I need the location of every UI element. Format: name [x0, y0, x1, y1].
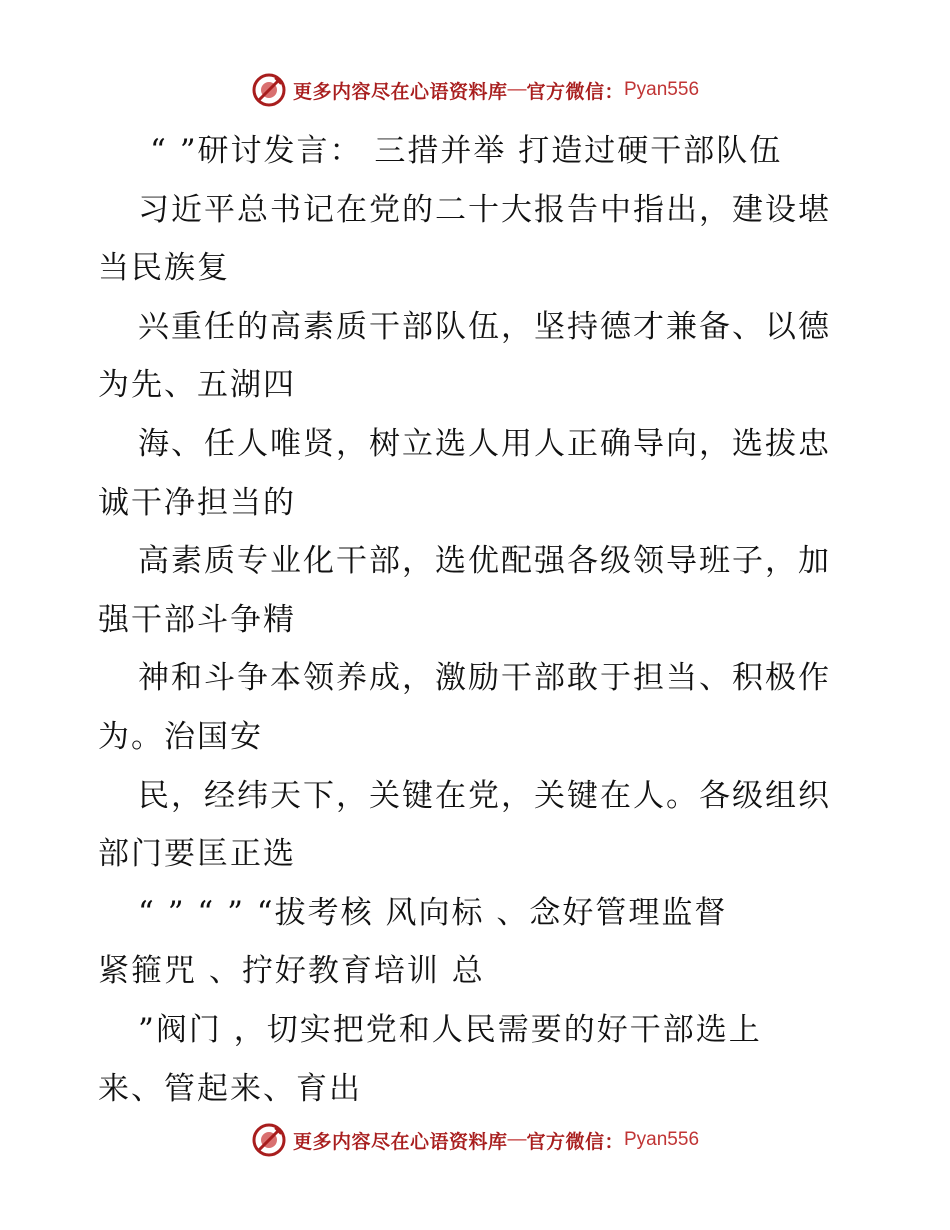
paragraph-line: 习近平总书记在党的二十大报告中指出，建设堪: [138, 191, 831, 228]
paragraph-line: 为。治国安: [98, 718, 263, 755]
paragraph-line: 兴重任的高素质干部队伍，坚持德才兼备、以德: [138, 308, 831, 345]
header-watermark-banner: [0, 68, 950, 112]
paragraph-line: 当民族复: [98, 250, 230, 287]
paragraph-line: 强干部斗争精: [98, 601, 296, 638]
paragraph-line: 神和斗争本领养成，激励干部敢于担当、积极作: [138, 660, 831, 697]
paragraph-line: 部门要匡正选: [98, 836, 296, 873]
paragraph-line: 为先、五湖四: [98, 367, 296, 404]
paragraph-line: 民，经纬天下，关键在党，关键在人。各级组织: [138, 777, 831, 814]
watermark-contact-id: Pyan556: [624, 1129, 700, 1150]
paragraph-line: ”阀门 ，切实把党和人民需要的好干部选上: [138, 1011, 762, 1048]
watermark-text: 更多内容尽在心语资料库: [292, 1130, 508, 1153]
footer-watermark-banner: [0, 1118, 950, 1162]
watermark-dash: —: [507, 79, 527, 100]
brand-logo-icon: [251, 72, 287, 108]
document-title: “ ”研讨发言： 三措并举 打造过硬干部队伍: [150, 133, 783, 169]
brand-logo-icon: [251, 1122, 287, 1158]
watermark-contact-label: 官方微信：: [526, 1130, 624, 1153]
watermark-contact-label: 官方微信：: [526, 80, 624, 103]
paragraph-line: 海、任人唯贤，树立选人用人正确导向，选拔忠: [138, 425, 831, 462]
document-body: [98, 122, 858, 1118]
watermark-dash: —: [507, 1129, 527, 1150]
watermark-contact-id: Pyan556: [624, 79, 700, 100]
paragraph-line: 高素质专业化干部，选优配强各级领导班子，加: [138, 543, 831, 580]
paragraph-line: 诚干净担当的: [98, 484, 296, 521]
paragraph-line: “ ” “ ” “拔考核 风向标 、念好管理监督: [138, 894, 728, 931]
watermark-text: 更多内容尽在心语资料库: [292, 80, 508, 103]
paragraph-line: 紧箍咒 、拧好教育培训 总: [98, 953, 485, 990]
paragraph-line: 来、管起来、育出: [98, 1070, 362, 1107]
